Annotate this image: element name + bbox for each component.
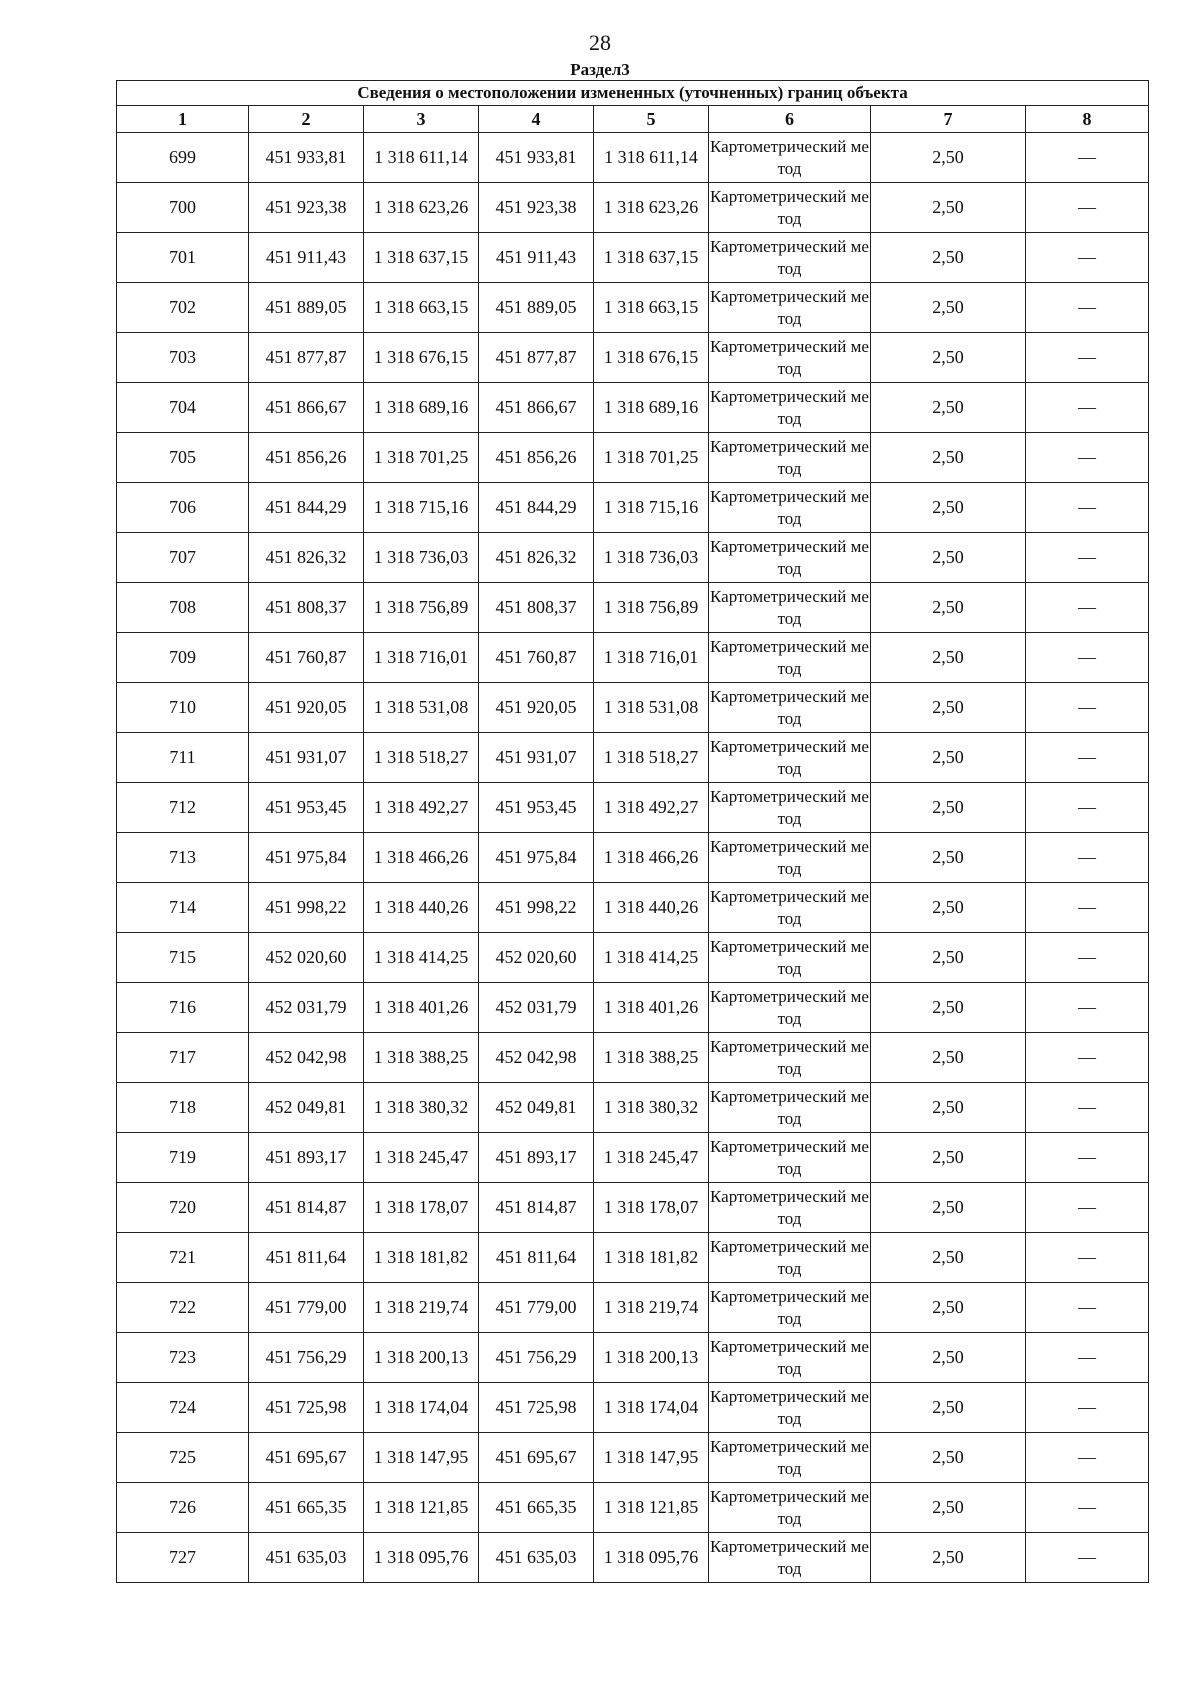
cell-accuracy: 2,50: [871, 1233, 1026, 1283]
cell-point-number: 710: [117, 683, 249, 733]
cell-y-existing: 1 318 623,26: [364, 183, 479, 233]
cell-y-new: 1 318 492,27: [594, 783, 709, 833]
table-row: [117, 1433, 1149, 1483]
cell-y-existing: 1 318 466,26: [364, 833, 479, 883]
cell-x-new: 451 975,84: [479, 833, 594, 883]
cell-point-number: 721: [117, 1233, 249, 1283]
cell-method: Картометрический метод: [709, 1183, 871, 1233]
cell-x-existing: 451 931,07: [249, 733, 364, 783]
cell-x-new: 451 811,64: [479, 1233, 594, 1283]
cell-method: Картометрический метод: [709, 583, 871, 633]
cell-y-new: 1 318 095,76: [594, 1533, 709, 1583]
column-header-4: 4: [479, 106, 594, 133]
cell-x-new: 451 998,22: [479, 883, 594, 933]
cell-x-existing: 451 808,37: [249, 583, 364, 633]
cell-description: —: [1026, 983, 1149, 1033]
cell-accuracy: 2,50: [871, 733, 1026, 783]
table-row: [117, 233, 1149, 283]
cell-x-new: 451 920,05: [479, 683, 594, 733]
cell-description: —: [1026, 283, 1149, 333]
table-row: [117, 183, 1149, 233]
cell-description: —: [1026, 733, 1149, 783]
cell-y-new: 1 318 531,08: [594, 683, 709, 733]
cell-point-number: 709: [117, 633, 249, 683]
cell-point-number: 700: [117, 183, 249, 233]
cell-y-new: 1 318 716,01: [594, 633, 709, 683]
cell-method: Картометрический метод: [709, 883, 871, 933]
cell-accuracy: 2,50: [871, 983, 1026, 1033]
cell-x-existing: 451 811,64: [249, 1233, 364, 1283]
cell-x-new: 451 665,35: [479, 1483, 594, 1533]
cell-x-new: 452 042,98: [479, 1033, 594, 1083]
cell-x-existing: 451 665,35: [249, 1483, 364, 1533]
cell-y-existing: 1 318 388,25: [364, 1033, 479, 1083]
cell-method: Картометрический метод: [709, 833, 871, 883]
cell-description: —: [1026, 633, 1149, 683]
cell-y-existing: 1 318 689,16: [364, 383, 479, 433]
cell-y-new: 1 318 174,04: [594, 1383, 709, 1433]
cell-x-existing: 451 933,81: [249, 133, 364, 183]
cell-description: —: [1026, 1383, 1149, 1433]
cell-x-existing: 451 877,87: [249, 333, 364, 383]
cell-method: Картометрический метод: [709, 133, 871, 183]
cell-description: —: [1026, 783, 1149, 833]
cell-description: —: [1026, 483, 1149, 533]
column-header-3: 3: [364, 106, 479, 133]
cell-x-existing: 451 635,03: [249, 1533, 364, 1583]
cell-y-existing: 1 318 736,03: [364, 533, 479, 583]
cell-y-new: 1 318 388,25: [594, 1033, 709, 1083]
cell-x-new: 451 877,87: [479, 333, 594, 383]
cell-x-existing: 451 975,84: [249, 833, 364, 883]
cell-x-new: 451 866,67: [479, 383, 594, 433]
cell-y-existing: 1 318 095,76: [364, 1533, 479, 1583]
cell-y-new: 1 318 380,32: [594, 1083, 709, 1133]
cell-accuracy: 2,50: [871, 783, 1026, 833]
cell-x-new: 451 856,26: [479, 433, 594, 483]
cell-y-existing: 1 318 245,47: [364, 1133, 479, 1183]
cell-accuracy: 2,50: [871, 1533, 1026, 1583]
cell-description: —: [1026, 333, 1149, 383]
column-header-2: 2: [249, 106, 364, 133]
cell-point-number: 723: [117, 1333, 249, 1383]
cell-description: —: [1026, 233, 1149, 283]
cell-y-existing: 1 318 611,14: [364, 133, 479, 183]
cell-y-new: 1 318 466,26: [594, 833, 709, 883]
cell-point-number: 718: [117, 1083, 249, 1133]
cell-description: —: [1026, 133, 1149, 183]
cell-y-new: 1 318 219,74: [594, 1283, 709, 1333]
cell-y-existing: 1 318 716,01: [364, 633, 479, 683]
cell-y-new: 1 318 689,16: [594, 383, 709, 433]
column-header-7: 7: [871, 106, 1026, 133]
cell-method: Картометрический метод: [709, 1283, 871, 1333]
cell-y-existing: 1 318 174,04: [364, 1383, 479, 1433]
cell-method: Картометрический метод: [709, 1083, 871, 1133]
cell-description: —: [1026, 383, 1149, 433]
cell-description: —: [1026, 1483, 1149, 1533]
cell-y-new: 1 318 178,07: [594, 1183, 709, 1233]
cell-x-existing: 451 866,67: [249, 383, 364, 433]
cell-method: Картометрический метод: [709, 1333, 871, 1383]
cell-method: Картометрический метод: [709, 1483, 871, 1533]
cell-x-existing: 452 049,81: [249, 1083, 364, 1133]
cell-x-existing: 451 826,32: [249, 533, 364, 583]
column-header-8: 8: [1026, 106, 1149, 133]
cell-y-existing: 1 318 200,13: [364, 1333, 479, 1383]
cell-accuracy: 2,50: [871, 233, 1026, 283]
cell-description: —: [1026, 883, 1149, 933]
table-row: [117, 1033, 1149, 1083]
cell-x-existing: 451 889,05: [249, 283, 364, 333]
cell-accuracy: 2,50: [871, 933, 1026, 983]
cell-description: —: [1026, 183, 1149, 233]
column-header-row: [117, 106, 1149, 133]
section-title: Раздел3: [570, 60, 630, 79]
cell-y-existing: 1 318 663,15: [364, 283, 479, 333]
cell-x-existing: 451 893,17: [249, 1133, 364, 1183]
cell-point-number: 724: [117, 1383, 249, 1433]
cell-y-new: 1 318 414,25: [594, 933, 709, 983]
cell-x-new: 452 031,79: [479, 983, 594, 1033]
cell-point-number: 706: [117, 483, 249, 533]
cell-y-existing: 1 318 676,15: [364, 333, 479, 383]
cell-description: —: [1026, 1533, 1149, 1583]
cell-method: Картометрический метод: [709, 1133, 871, 1183]
cell-point-number: 701: [117, 233, 249, 283]
cell-x-new: 451 911,43: [479, 233, 594, 283]
cell-accuracy: 2,50: [871, 483, 1026, 533]
cell-x-new: 452 020,60: [479, 933, 594, 983]
cell-x-new: 452 049,81: [479, 1083, 594, 1133]
cell-method: Картометрический метод: [709, 433, 871, 483]
cell-x-new: 451 931,07: [479, 733, 594, 783]
cell-accuracy: 2,50: [871, 1133, 1026, 1183]
cell-x-new: 451 635,03: [479, 1533, 594, 1583]
cell-x-existing: 451 725,98: [249, 1383, 364, 1433]
cell-point-number: 711: [117, 733, 249, 783]
cell-point-number: 708: [117, 583, 249, 633]
cell-accuracy: 2,50: [871, 1333, 1026, 1383]
table-row: [117, 1483, 1149, 1533]
cell-method: Картометрический метод: [709, 683, 871, 733]
table-row: [117, 633, 1149, 683]
cell-point-number: 716: [117, 983, 249, 1033]
cell-x-existing: 451 695,67: [249, 1433, 364, 1483]
cell-method: Картометрический метод: [709, 1033, 871, 1083]
table-row: [117, 933, 1149, 983]
cell-method: Картометрический метод: [709, 483, 871, 533]
cell-method: Картометрический метод: [709, 983, 871, 1033]
cell-x-existing: 451 953,45: [249, 783, 364, 833]
cell-y-new: 1 318 756,89: [594, 583, 709, 633]
cell-point-number: 717: [117, 1033, 249, 1083]
cell-accuracy: 2,50: [871, 533, 1026, 583]
table-row: [117, 583, 1149, 633]
cell-y-existing: 1 318 715,16: [364, 483, 479, 533]
cell-point-number: 713: [117, 833, 249, 883]
table-row: [117, 533, 1149, 583]
cell-method: Картометрический метод: [709, 633, 871, 683]
table-row: [117, 483, 1149, 533]
table-row: [117, 733, 1149, 783]
table-row: [117, 283, 1149, 333]
table-row: [117, 1333, 1149, 1383]
cell-x-new: 451 760,87: [479, 633, 594, 683]
cell-description: —: [1026, 1183, 1149, 1233]
table-row: [117, 1183, 1149, 1233]
cell-point-number: 712: [117, 783, 249, 833]
cell-y-existing: 1 318 147,95: [364, 1433, 479, 1483]
cell-y-existing: 1 318 401,26: [364, 983, 479, 1033]
cell-accuracy: 2,50: [871, 283, 1026, 333]
cell-description: —: [1026, 533, 1149, 583]
table-row: [117, 983, 1149, 1033]
cell-y-existing: 1 318 531,08: [364, 683, 479, 733]
cell-x-new: 451 953,45: [479, 783, 594, 833]
cell-x-existing: 451 756,29: [249, 1333, 364, 1383]
table-row: [117, 883, 1149, 933]
cell-description: —: [1026, 683, 1149, 733]
cell-method: Картометрический метод: [709, 783, 871, 833]
cell-point-number: 719: [117, 1133, 249, 1183]
cell-y-new: 1 318 147,95: [594, 1433, 709, 1483]
table-row: [117, 1133, 1149, 1183]
cell-point-number: 703: [117, 333, 249, 383]
table-row: [117, 433, 1149, 483]
table-row: [117, 133, 1149, 183]
cell-y-existing: 1 318 181,82: [364, 1233, 479, 1283]
cell-x-new: 451 808,37: [479, 583, 594, 633]
table-row: [117, 1383, 1149, 1433]
cell-x-new: 451 893,17: [479, 1133, 594, 1183]
cell-y-existing: 1 318 219,74: [364, 1283, 479, 1333]
table-row: [117, 333, 1149, 383]
cell-y-new: 1 318 440,26: [594, 883, 709, 933]
cell-y-new: 1 318 121,85: [594, 1483, 709, 1533]
cell-x-existing: 452 031,79: [249, 983, 364, 1033]
cell-y-new: 1 318 663,15: [594, 283, 709, 333]
cell-y-new: 1 318 518,27: [594, 733, 709, 783]
cell-accuracy: 2,50: [871, 1383, 1026, 1433]
cell-x-existing: 451 814,87: [249, 1183, 364, 1233]
cell-x-new: 451 889,05: [479, 283, 594, 333]
cell-y-existing: 1 318 121,85: [364, 1483, 479, 1533]
table-row: [117, 1533, 1149, 1583]
table-row: [117, 1233, 1149, 1283]
cell-point-number: 714: [117, 883, 249, 933]
cell-point-number: 715: [117, 933, 249, 983]
cell-y-new: 1 318 637,15: [594, 233, 709, 283]
table-row: [117, 833, 1149, 883]
cell-method: Картометрический метод: [709, 933, 871, 983]
cell-x-existing: 452 020,60: [249, 933, 364, 983]
cell-accuracy: 2,50: [871, 1083, 1026, 1133]
cell-accuracy: 2,50: [871, 633, 1026, 683]
cell-point-number: 702: [117, 283, 249, 333]
cell-description: —: [1026, 433, 1149, 483]
cell-point-number: 699: [117, 133, 249, 183]
cell-x-new: 451 844,29: [479, 483, 594, 533]
coordinates-table: [116, 80, 1149, 1583]
cell-y-new: 1 318 676,15: [594, 333, 709, 383]
table-row: [117, 783, 1149, 833]
cell-x-new: 451 814,87: [479, 1183, 594, 1233]
cell-description: —: [1026, 1283, 1149, 1333]
cell-x-existing: 451 923,38: [249, 183, 364, 233]
cell-description: —: [1026, 1333, 1149, 1383]
cell-method: Картометрический метод: [709, 183, 871, 233]
cell-y-existing: 1 318 701,25: [364, 433, 479, 483]
cell-accuracy: 2,50: [871, 833, 1026, 883]
cell-x-existing: 452 042,98: [249, 1033, 364, 1083]
table-caption: Сведения о местоположении измененных (уточненных) границ объекта: [117, 81, 1149, 106]
cell-description: —: [1026, 1233, 1149, 1283]
cell-x-existing: 451 856,26: [249, 433, 364, 483]
cell-y-new: 1 318 736,03: [594, 533, 709, 583]
cell-y-existing: 1 318 492,27: [364, 783, 479, 833]
cell-description: —: [1026, 1433, 1149, 1483]
cell-accuracy: 2,50: [871, 133, 1026, 183]
cell-y-existing: 1 318 414,25: [364, 933, 479, 983]
cell-y-existing: 1 318 756,89: [364, 583, 479, 633]
table-row: [117, 1083, 1149, 1133]
cell-y-existing: 1 318 380,32: [364, 1083, 479, 1133]
cell-y-new: 1 318 181,82: [594, 1233, 709, 1283]
cell-method: Картометрический метод: [709, 733, 871, 783]
cell-x-new: 451 923,38: [479, 183, 594, 233]
cell-point-number: 720: [117, 1183, 249, 1233]
cell-point-number: 725: [117, 1433, 249, 1483]
cell-y-new: 1 318 715,16: [594, 483, 709, 533]
cell-method: Картометрический метод: [709, 1383, 871, 1433]
cell-accuracy: 2,50: [871, 383, 1026, 433]
cell-x-existing: 451 998,22: [249, 883, 364, 933]
cell-method: Картометрический метод: [709, 1433, 871, 1483]
cell-x-new: 451 933,81: [479, 133, 594, 183]
cell-description: —: [1026, 583, 1149, 633]
cell-method: Картометрический метод: [709, 383, 871, 433]
cell-accuracy: 2,50: [871, 1483, 1026, 1533]
cell-description: —: [1026, 1133, 1149, 1183]
cell-y-new: 1 318 611,14: [594, 133, 709, 183]
column-header-5: 5: [594, 106, 709, 133]
cell-y-new: 1 318 401,26: [594, 983, 709, 1033]
cell-x-new: 451 779,00: [479, 1283, 594, 1333]
cell-point-number: 722: [117, 1283, 249, 1333]
cell-x-new: 451 695,67: [479, 1433, 594, 1483]
table-row: [117, 383, 1149, 433]
cell-x-existing: 451 920,05: [249, 683, 364, 733]
cell-accuracy: 2,50: [871, 1433, 1026, 1483]
cell-accuracy: 2,50: [871, 333, 1026, 383]
cell-accuracy: 2,50: [871, 1183, 1026, 1233]
cell-point-number: 705: [117, 433, 249, 483]
cell-point-number: 727: [117, 1533, 249, 1583]
cell-method: Картометрический метод: [709, 283, 871, 333]
page-number: 28: [589, 30, 611, 55]
cell-accuracy: 2,50: [871, 883, 1026, 933]
table-body: [117, 133, 1149, 1583]
table-row: [117, 683, 1149, 733]
cell-x-existing: 451 844,29: [249, 483, 364, 533]
cell-x-existing: 451 911,43: [249, 233, 364, 283]
cell-accuracy: 2,50: [871, 433, 1026, 483]
column-header-6: 6: [709, 106, 871, 133]
cell-description: —: [1026, 1083, 1149, 1133]
cell-method: Картометрический метод: [709, 1233, 871, 1283]
cell-y-existing: 1 318 178,07: [364, 1183, 479, 1233]
cell-x-existing: 451 779,00: [249, 1283, 364, 1333]
cell-x-existing: 451 760,87: [249, 633, 364, 683]
cell-point-number: 726: [117, 1483, 249, 1533]
cell-y-new: 1 318 245,47: [594, 1133, 709, 1183]
cell-description: —: [1026, 1033, 1149, 1083]
cell-method: Картометрический метод: [709, 533, 871, 583]
cell-y-existing: 1 318 637,15: [364, 233, 479, 283]
cell-accuracy: 2,50: [871, 183, 1026, 233]
cell-accuracy: 2,50: [871, 683, 1026, 733]
cell-y-existing: 1 318 518,27: [364, 733, 479, 783]
cell-method: Картометрический метод: [709, 333, 871, 383]
cell-y-existing: 1 318 440,26: [364, 883, 479, 933]
cell-y-new: 1 318 623,26: [594, 183, 709, 233]
cell-accuracy: 2,50: [871, 583, 1026, 633]
cell-method: Картометрический метод: [709, 1533, 871, 1583]
cell-y-new: 1 318 200,13: [594, 1333, 709, 1383]
cell-accuracy: 2,50: [871, 1283, 1026, 1333]
cell-description: —: [1026, 933, 1149, 983]
cell-x-new: 451 756,29: [479, 1333, 594, 1383]
cell-x-new: 451 725,98: [479, 1383, 594, 1433]
cell-accuracy: 2,50: [871, 1033, 1026, 1083]
cell-method: Картометрический метод: [709, 233, 871, 283]
cell-y-new: 1 318 701,25: [594, 433, 709, 483]
cell-x-new: 451 826,32: [479, 533, 594, 583]
column-header-1: 1: [117, 106, 249, 133]
cell-point-number: 707: [117, 533, 249, 583]
cell-description: —: [1026, 833, 1149, 883]
cell-point-number: 704: [117, 383, 249, 433]
table-row: [117, 1283, 1149, 1333]
